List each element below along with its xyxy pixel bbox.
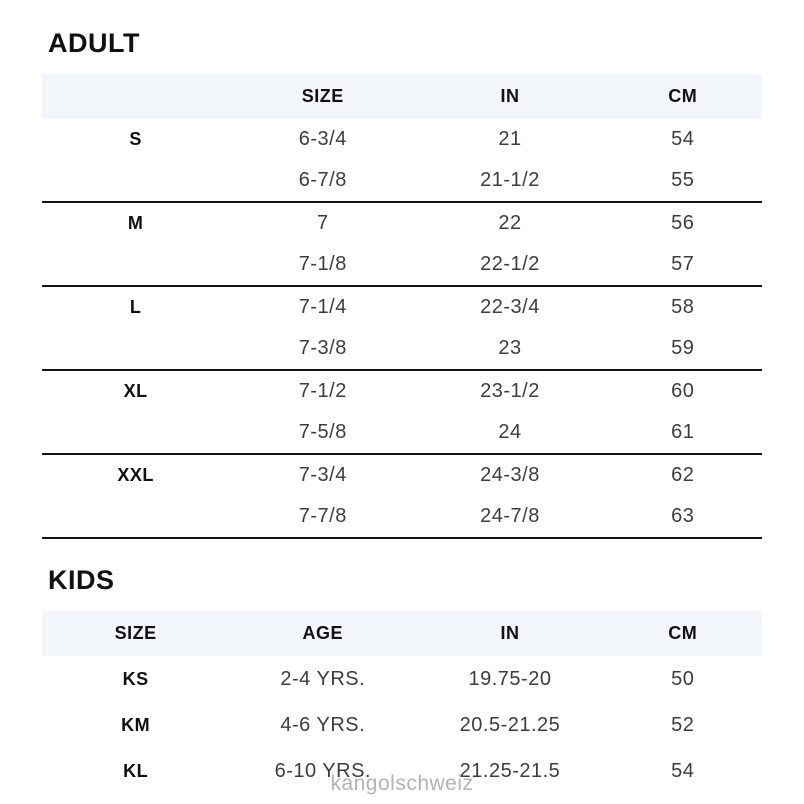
hat-size-value: 7-3/4	[298, 464, 347, 486]
cm-value: 54	[671, 759, 695, 782]
kids-size-table	[42, 611, 762, 794]
kids-table-header	[42, 611, 762, 656]
hat-size-value: 7-7/8	[298, 505, 347, 527]
table-row	[42, 412, 762, 453]
cm-value: 58	[671, 296, 695, 318]
hat-size-value: 7-1/4	[298, 296, 347, 318]
size-label: KS	[122, 668, 149, 689]
inches-value: 24-7/8	[480, 505, 540, 527]
size-label: KL	[123, 760, 149, 781]
adult-section-title: ADULT	[48, 28, 140, 58]
cm-value: 60	[671, 380, 695, 402]
cm-value: 61	[671, 421, 695, 443]
inches-value: 20.5-21.25	[459, 713, 561, 736]
inches-value: 22	[498, 212, 522, 234]
hat-size-value: 7-1/8	[298, 253, 347, 275]
size-label: KM	[121, 714, 151, 735]
cm-value: 59	[671, 337, 695, 359]
inches-value: 23-1/2	[480, 380, 540, 402]
kids-header-cm: CM	[668, 623, 698, 643]
cm-value: 56	[671, 212, 695, 234]
inches-value: 24	[498, 421, 522, 443]
adult-header-in: IN	[500, 86, 520, 106]
hat-size-value: 7	[316, 212, 329, 234]
size-label: XL	[123, 381, 148, 401]
cm-value: 55	[671, 169, 695, 191]
inches-value: 21-1/2	[480, 169, 540, 191]
table-row	[42, 244, 762, 285]
hat-size-value: 6-7/8	[298, 169, 347, 191]
cm-value: 57	[671, 253, 695, 275]
hat-size-value: 7-1/2	[298, 380, 347, 402]
adult-table-header	[42, 74, 762, 119]
cm-value: 63	[671, 505, 695, 527]
table-row	[42, 160, 762, 201]
kids-header-in: IN	[500, 623, 520, 643]
size-label: XXL	[117, 465, 154, 485]
adult-group-m	[42, 203, 762, 287]
inches-value: 24-3/8	[480, 464, 540, 486]
adult-header-cm: CM	[668, 86, 698, 106]
watermark-text: kangolschweiz	[330, 772, 474, 795]
table-row	[42, 496, 762, 537]
adult-group-s	[42, 119, 762, 203]
table-row	[42, 203, 762, 244]
hat-size-value: 7-5/8	[298, 421, 347, 443]
size-label: L	[129, 297, 142, 317]
table-row	[42, 455, 762, 496]
inches-value: 23	[498, 337, 522, 359]
inches-value: 22-3/4	[480, 296, 540, 318]
adult-group-xl	[42, 371, 762, 455]
table-row	[42, 371, 762, 412]
adult-group-xxl	[42, 455, 762, 539]
size-label: S	[129, 129, 142, 149]
table-row	[42, 119, 762, 160]
adult-size-table	[42, 74, 762, 539]
hat-size-value: 6-3/4	[298, 128, 347, 150]
cm-value: 62	[671, 464, 695, 486]
adult-group-l	[42, 287, 762, 371]
table-row	[42, 656, 762, 702]
table-row	[42, 287, 762, 328]
cm-value: 50	[671, 667, 695, 690]
adult-header-size: SIZE	[301, 86, 344, 106]
cm-value: 54	[671, 128, 695, 150]
inches-value: 22-1/2	[480, 253, 540, 275]
kids-section-title: KIDS	[48, 565, 115, 595]
size-label: M	[127, 213, 144, 233]
table-row	[42, 702, 762, 748]
cm-value: 52	[671, 713, 695, 736]
age-value: 2-4 YRS.	[280, 667, 366, 690]
age-value: 4-6 YRS.	[280, 713, 366, 736]
kids-header-size: SIZE	[114, 623, 157, 643]
inches-value: 21	[498, 128, 522, 150]
table-row	[42, 328, 762, 369]
inches-value: 21.25-21.5	[459, 759, 561, 782]
inches-value: 19.75-20	[468, 667, 552, 690]
age-value: 6-10 YRS.	[274, 759, 371, 782]
chart-container	[42, 0, 762, 794]
hat-size-value: 7-3/8	[298, 337, 347, 359]
kids-header-age: AGE	[302, 623, 344, 643]
